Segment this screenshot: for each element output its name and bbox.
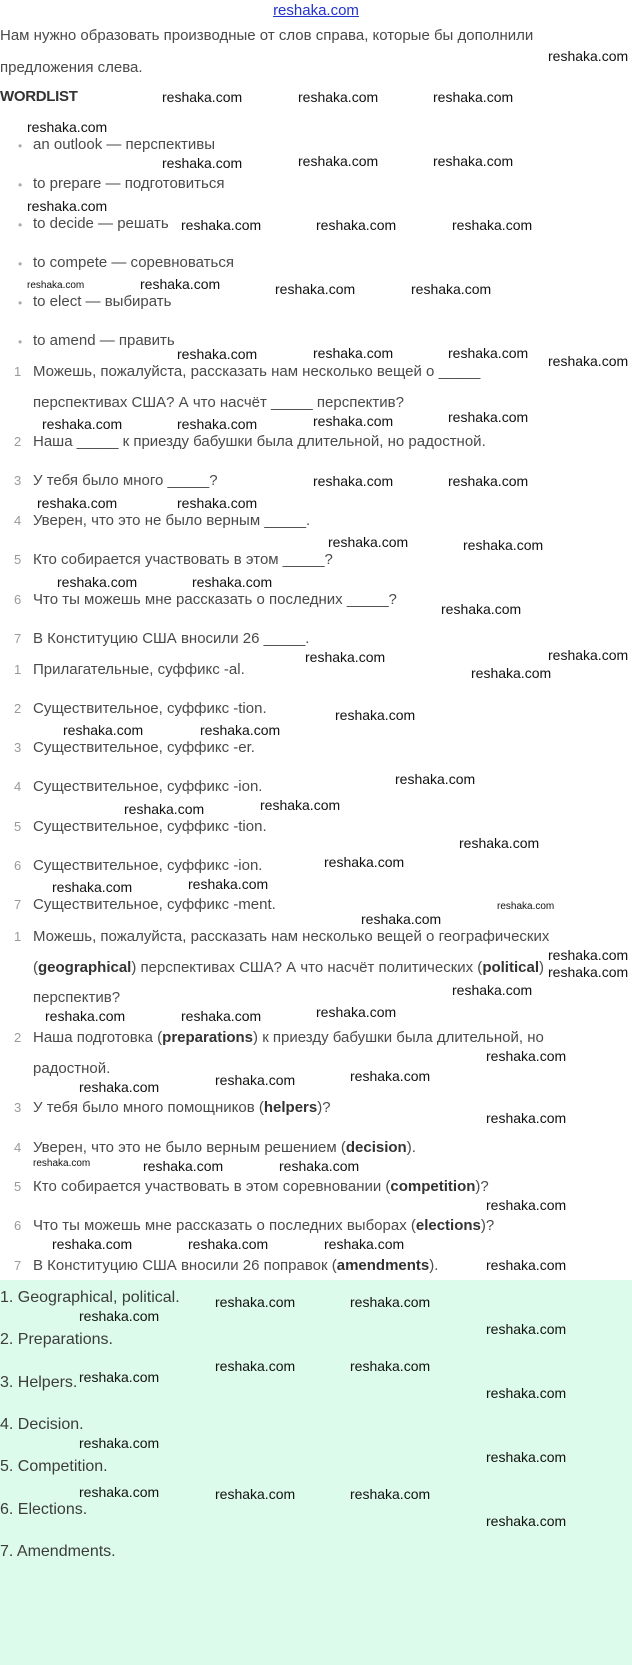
watermark: reshaka.com <box>335 707 416 723</box>
answer-text: перспектив? <box>33 989 121 1006</box>
intro-line: Нам нужно образовать производные от слов справа, которые бы дополнили <box>0 27 534 44</box>
watermark: reshaka.com <box>486 1257 567 1273</box>
watermark: reshaka.com <box>143 1158 224 1174</box>
answer-number: 3 <box>14 1100 22 1115</box>
short-answer: 1. Geographical, political. <box>0 1289 180 1306</box>
answer-number: 1 <box>14 929 22 944</box>
hint-number: 2 <box>14 701 22 716</box>
watermark: reshaka.com <box>486 1513 567 1529</box>
watermark: reshaka.com <box>215 1358 296 1374</box>
watermark: reshaka.com <box>486 1110 567 1126</box>
watermark: reshaka.com <box>395 771 476 787</box>
answer-text: У тебя было много помощников (helpers)? <box>33 1099 331 1116</box>
watermark: reshaka.com <box>548 48 629 64</box>
watermark: reshaka.com <box>215 1072 296 1088</box>
watermark: reshaka.com <box>452 217 533 233</box>
answer-text: радостной. <box>33 1060 111 1077</box>
answer-number: 7 <box>14 1258 22 1273</box>
watermark: reshaka.com <box>324 1236 405 1252</box>
watermark: reshaka.com <box>324 854 405 870</box>
watermark: reshaka.com <box>313 345 394 361</box>
watermark: reshaka.com <box>42 416 123 432</box>
task-number: 3 <box>14 473 22 488</box>
watermark: reshaka.com <box>57 574 138 590</box>
watermark: reshaka.com <box>45 1008 126 1024</box>
task-number: 4 <box>14 513 22 528</box>
watermark: reshaka.com <box>497 901 555 912</box>
watermark: reshaka.com <box>350 1358 431 1374</box>
watermark: reshaka.com <box>27 280 85 291</box>
task-text: Что ты можешь мне рассказать о последних _____? <box>33 591 397 608</box>
short-answer: 2. Preparations. <box>0 1331 113 1348</box>
watermark: reshaka.com <box>162 89 243 105</box>
wordlist-item: to decide — решать <box>33 215 169 232</box>
watermark: reshaka.com <box>452 982 533 998</box>
watermark: reshaka.com <box>305 649 386 665</box>
watermark: reshaka.com <box>361 911 442 927</box>
watermark: reshaka.com <box>486 1449 567 1465</box>
site-link[interactable]: reshaka.com <box>273 2 359 19</box>
watermark: reshaka.com <box>441 601 522 617</box>
watermark: reshaka.com <box>192 574 273 590</box>
watermark: reshaka.com <box>328 534 409 550</box>
hint-number: 7 <box>14 897 22 912</box>
answer-text: Кто собирается участвовать в этом соревновании (competition)? <box>33 1178 489 1195</box>
watermark: reshaka.com <box>486 1048 567 1064</box>
bullet-icon: • <box>18 335 23 349</box>
watermark: reshaka.com <box>411 281 492 297</box>
task-number: 5 <box>14 552 22 567</box>
watermark: reshaka.com <box>459 835 540 851</box>
watermark: reshaka.com <box>350 1068 431 1084</box>
answer-number: 2 <box>14 1030 22 1045</box>
watermark: reshaka.com <box>27 198 108 214</box>
hint-text: Существительное, суффикс -tion. <box>33 700 267 717</box>
task-text: Уверен, что это не было верным _____. <box>33 512 311 529</box>
watermark: reshaka.com <box>188 1236 269 1252</box>
watermark: reshaka.com <box>79 1369 160 1385</box>
watermark: reshaka.com <box>215 1486 296 1502</box>
watermark: reshaka.com <box>200 722 281 738</box>
watermark: reshaka.com <box>215 1294 296 1310</box>
watermark: reshaka.com <box>177 346 258 362</box>
watermark: reshaka.com <box>79 1435 160 1451</box>
watermark: reshaka.com <box>298 89 379 105</box>
watermark: reshaka.com <box>463 537 544 553</box>
answer-text: Что ты можешь мне рассказать о последних выборах (elections)? <box>33 1217 495 1234</box>
wordlist-item: to compete — соревноваться <box>33 254 234 271</box>
watermark: reshaka.com <box>181 217 262 233</box>
watermark: reshaka.com <box>433 89 514 105</box>
short-answer: 7. Amendments. <box>0 1543 116 1560</box>
hint-text: Существительное, суффикс -er. <box>33 739 255 756</box>
hint-text: Прилагательные, суффикс -al. <box>33 661 245 678</box>
task-text: Кто собирается участвовать в этом _____? <box>33 551 333 568</box>
watermark: reshaka.com <box>79 1484 160 1500</box>
wordlist-item: to elect — выбирать <box>33 293 172 310</box>
watermark: reshaka.com <box>140 276 221 292</box>
watermark: reshaka.com <box>63 722 144 738</box>
hint-number: 6 <box>14 858 22 873</box>
intro-line: предложения слева. <box>0 59 143 76</box>
short-answer: 5. Competition. <box>0 1458 108 1475</box>
hint-text: Существительное, суффикс -ment. <box>33 896 276 913</box>
watermark: reshaka.com <box>486 1385 567 1401</box>
task-number: 1 <box>14 364 22 379</box>
watermark: reshaka.com <box>548 647 629 663</box>
watermark: reshaka.com <box>279 1158 360 1174</box>
watermark: reshaka.com <box>448 473 529 489</box>
watermark: reshaka.com <box>188 876 269 892</box>
answer-text: (geographical) перспективах США? А что насчёт политических (political) <box>33 959 544 976</box>
watermark: reshaka.com <box>448 409 529 425</box>
wordlist-title: WORDLIST <box>0 88 78 105</box>
task-text: перспективах США? А что насчёт _____ перспектив? <box>33 394 404 411</box>
watermark: reshaka.com <box>52 879 133 895</box>
bullet-icon: • <box>18 139 23 153</box>
hint-number: 3 <box>14 740 22 755</box>
watermark: reshaka.com <box>548 964 629 980</box>
watermark: reshaka.com <box>298 153 379 169</box>
wordlist-item: to prepare — подготовиться <box>33 175 225 192</box>
hint-text: Существительное, суффикс -ion. <box>33 857 263 874</box>
hint-text: Существительное, суффикс -ion. <box>33 778 263 795</box>
watermark: reshaka.com <box>316 217 397 233</box>
bullet-icon: • <box>18 218 23 232</box>
wordlist-item: an outlook — перспективы <box>33 136 216 153</box>
task-text: У тебя было много _____? <box>33 472 218 489</box>
task-text: Можешь, пожалуйста, рассказать нам несколько вещей о _____ <box>33 363 481 380</box>
watermark: reshaka.com <box>486 1321 567 1337</box>
bullet-icon: • <box>18 296 23 310</box>
watermark: reshaka.com <box>448 345 529 361</box>
watermark: reshaka.com <box>177 416 258 432</box>
watermark: reshaka.com <box>548 947 629 963</box>
task-number: 6 <box>14 592 22 607</box>
hint-text: Существительное, суффикс -tion. <box>33 818 267 835</box>
watermark: reshaka.com <box>548 353 629 369</box>
watermark: reshaka.com <box>316 1004 397 1020</box>
answer-number: 6 <box>14 1218 22 1233</box>
watermark: reshaka.com <box>162 155 243 171</box>
watermark: reshaka.com <box>27 119 108 135</box>
task-text: В Конституцию США вносили 26 _____. <box>33 630 310 647</box>
hint-number: 5 <box>14 819 22 834</box>
answer-text: Уверен, что это не было верным решением (decision). <box>33 1139 416 1156</box>
hint-number: 4 <box>14 779 22 794</box>
answer-text: В Конституцию США вносили 26 поправок (amendments). <box>33 1257 439 1274</box>
task-number: 7 <box>14 631 22 646</box>
watermark: reshaka.com <box>350 1486 431 1502</box>
watermark: reshaka.com <box>350 1294 431 1310</box>
answer-text: Наша подготовка (preparations) к приезду бабушки была длительной, но <box>33 1029 544 1046</box>
answer-text: Можешь, пожалуйста, рассказать нам несколько вещей о географических <box>33 928 550 945</box>
short-answer: 6. Elections. <box>0 1501 88 1518</box>
bullet-icon: • <box>18 257 23 271</box>
watermark: reshaka.com <box>260 797 341 813</box>
bullet-icon: • <box>18 178 23 192</box>
watermark: reshaka.com <box>177 495 258 511</box>
watermark: reshaka.com <box>79 1079 160 1095</box>
task-number: 2 <box>14 434 22 449</box>
watermark: reshaka.com <box>313 413 394 429</box>
short-answer: 3. Helpers. <box>0 1374 78 1391</box>
watermark: reshaka.com <box>79 1308 160 1324</box>
watermark: reshaka.com <box>275 281 356 297</box>
watermark: reshaka.com <box>124 801 205 817</box>
answer-number: 4 <box>14 1140 22 1155</box>
watermark: reshaka.com <box>52 1236 133 1252</box>
answer-number: 5 <box>14 1179 22 1194</box>
watermark: reshaka.com <box>313 473 394 489</box>
watermark: reshaka.com <box>486 1197 567 1213</box>
watermark: reshaka.com <box>433 153 514 169</box>
watermark: reshaka.com <box>33 1158 91 1169</box>
hint-number: 1 <box>14 662 22 677</box>
task-text: Наша _____ к приезду бабушки была длительной, но радостной. <box>33 433 486 450</box>
watermark: reshaka.com <box>471 665 552 681</box>
short-answer: 4. Decision. <box>0 1416 84 1433</box>
watermark: reshaka.com <box>37 495 118 511</box>
watermark: reshaka.com <box>181 1008 262 1024</box>
wordlist-item: to amend — править <box>33 332 175 349</box>
